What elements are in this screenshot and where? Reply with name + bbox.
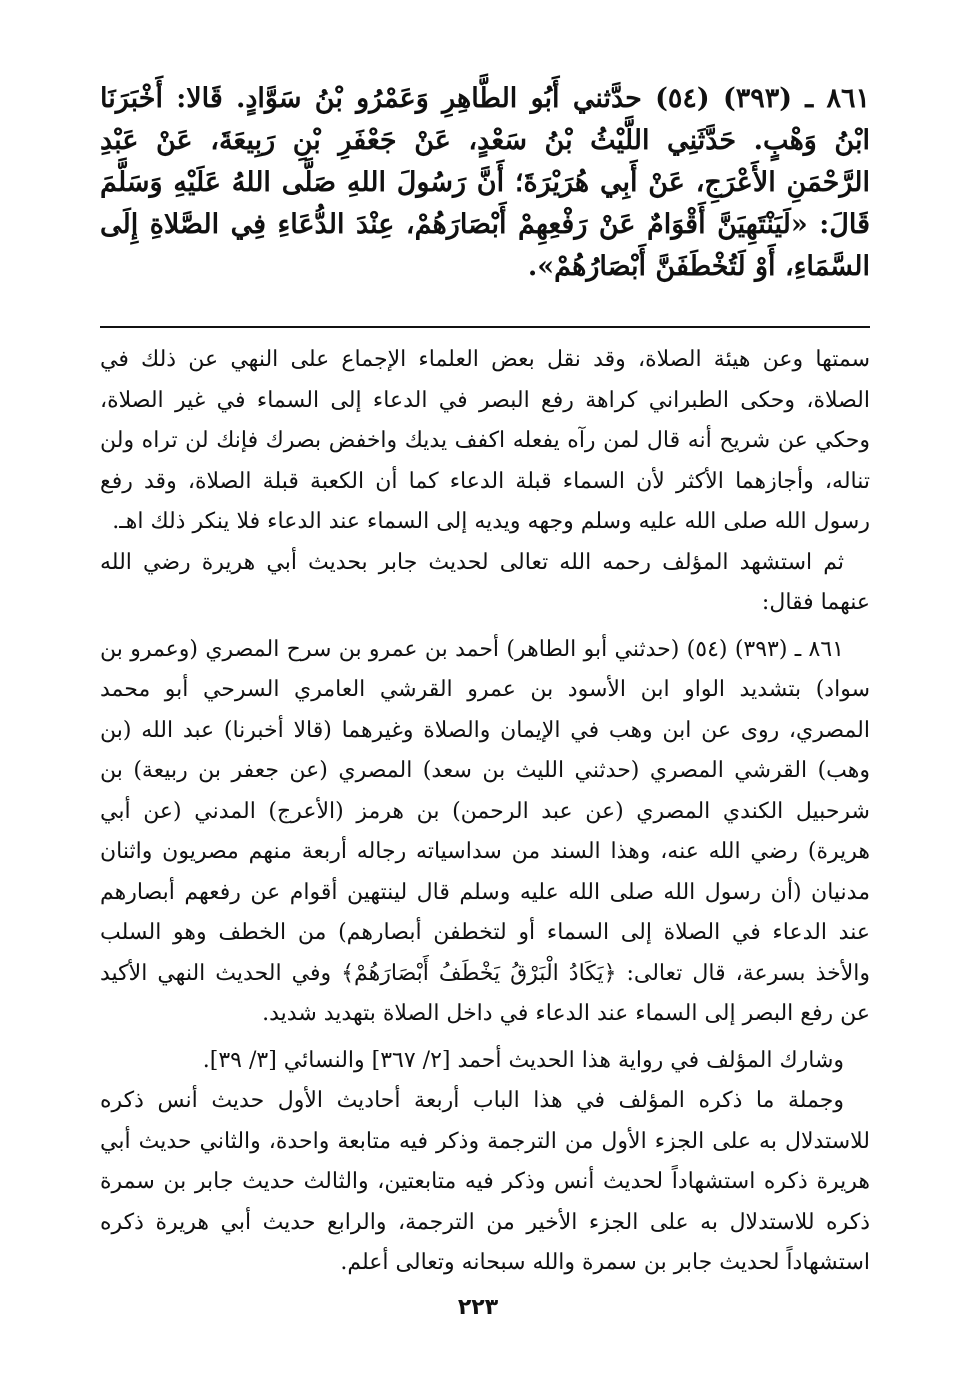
- commentary-paragraph: ثم استشهد المؤلف رحمه الله تعالى لحديث جابر بحديث أبي هريرة رضي الله عنهما فقال:: [100, 549, 870, 615]
- commentary-paragraph: ٨٦١ ـ (٣٩٣) (٥٤) (حدثني أبو الطاهر) أحمد بن عمرو بن سرح المصري (وعمرو بن سواد) بتشديد الواو ابن الأسود بن عمرو القرشي العامري السرحي أبو محمد المصري، روى عن ابن وهب في الإيمان والصلاة وغيرهما (قالا أخبرنا) عبد الله (بن وهب) القرشي المصري (حدثني الليث بن سعد) المصري (عن جعفر بن ربيعة) بن شرحبيل الكندي المصري (عن عبد الرحمن) بن هرمز (الأعرج) المدني (عن أبي هريرة) رضي الله عنه، وهذا السند من سداسياته رجاله أربعة منهم مصريون واثنان مدنيان (أن رسول الله صلى الله عليه وسلم قال لينتهين أقوام عن رفعهم أبصارهم عند الدعاء في الصلاة إلى السماء أو لتخطفن أبصارهم) من الخطف وهو السلب والأخذ بسرعة، قال تعالى: ﴿يَكَادُ الْبَرْقُ يَخْطَفُ أَبْصَارَهُمْ﴾ وفي الحديث النهي الأكيد عن رفع البصر إلى السماء عند الدعاء في داخل الصلاة بتهديد شديد.: [100, 636, 870, 1026]
- commentary-paragraph: وجملة ما ذكره المؤلف في هذا الباب أربعة أحاديث الأول حديث أنس ذكره للاستدلال به على الجزء الأول من الترجمة وذكر فيه متابعة واحدة، والثاني حديث أبي هريرة ذكره استشهاداً لحديث أنس وذكر فيه متابعتين، والثالث حديث جابر بن سمرة ذكره للاستدلال به على الجزء الأخير من الترجمة، والرابع حديث أبي هريرة ذكره استشهاداً لحديث جابر بن سمرة والله سبحانه وتعالى أعلم.: [100, 1088, 870, 1275]
- section-divider: [100, 326, 870, 328]
- commentary: [100, 340, 870, 1284]
- hadith-text: ٨٦١ ـ (٣٩٣) (٥٤) حدَّثني أَبُو الطَّاهِرِ وَعَمْرُو بْنُ سَوَّادٍ. قَالا: أَخْبَرَنَا ابْنُ وَهْبٍ. حَدَّثَنِي اللَّيْثُ بْنُ سَعْدٍ، عَنْ جَعْفَرِ بْنِ رَبِيعَةَ، عَنْ عَبْدِ الرَّحْمَنِ الأَعْرَجِ، عَنْ أَبِي هُرَيْرَةَ؛ أَنَّ رَسُولَ اللهِ صَلَّى اللهُ عَلَيْهِ وَسَلَّمَ قَالَ: «لَيَنْتَهِيَنَّ أَقْوَامٌ عَنْ رَفْعِهِمْ أَبْصَارَهُمْ، عِنْدَ الدُّعَاءِ فِي الصَّلاةِ إِلَى السَّمَاءِ، أَوْ لَتُخْطَفَنَّ أَبْصَارُهُمْ».: [100, 83, 870, 282]
- page-body: [100, 78, 870, 1284]
- page-number: ٢٢٣: [457, 1295, 499, 1320]
- commentary-paragraph: وشارك المؤلف في رواية هذا الحديث أحمد [٢/ ٣٦٧] والنسائي [٣/ ٣٩].: [202, 1047, 844, 1073]
- commentary-paragraph: سمتها وعن هيئة الصلاة، وقد نقل بعض العلماء الإجماع على النهي عن ذلك في الصلاة، وحكى الطبراني كراهة رفع البصر في الدعاء إلى السماء في غير الصلاة، وحكي عن شريح أنه قال لمن رآه يفعله اكفف يديك واخفض بصرك فإنك لن تراه ولن تناله، وأجازهما الأكثر لأن السماء قبلة الدعاء كما أن الكعبة قبلة الصلاة، وقد رفع رسول الله صلى الله عليه وسلم وجهه ويديه إلى السماء عند الدعاء فلا ينكر ذلك اهـ.: [100, 347, 870, 534]
